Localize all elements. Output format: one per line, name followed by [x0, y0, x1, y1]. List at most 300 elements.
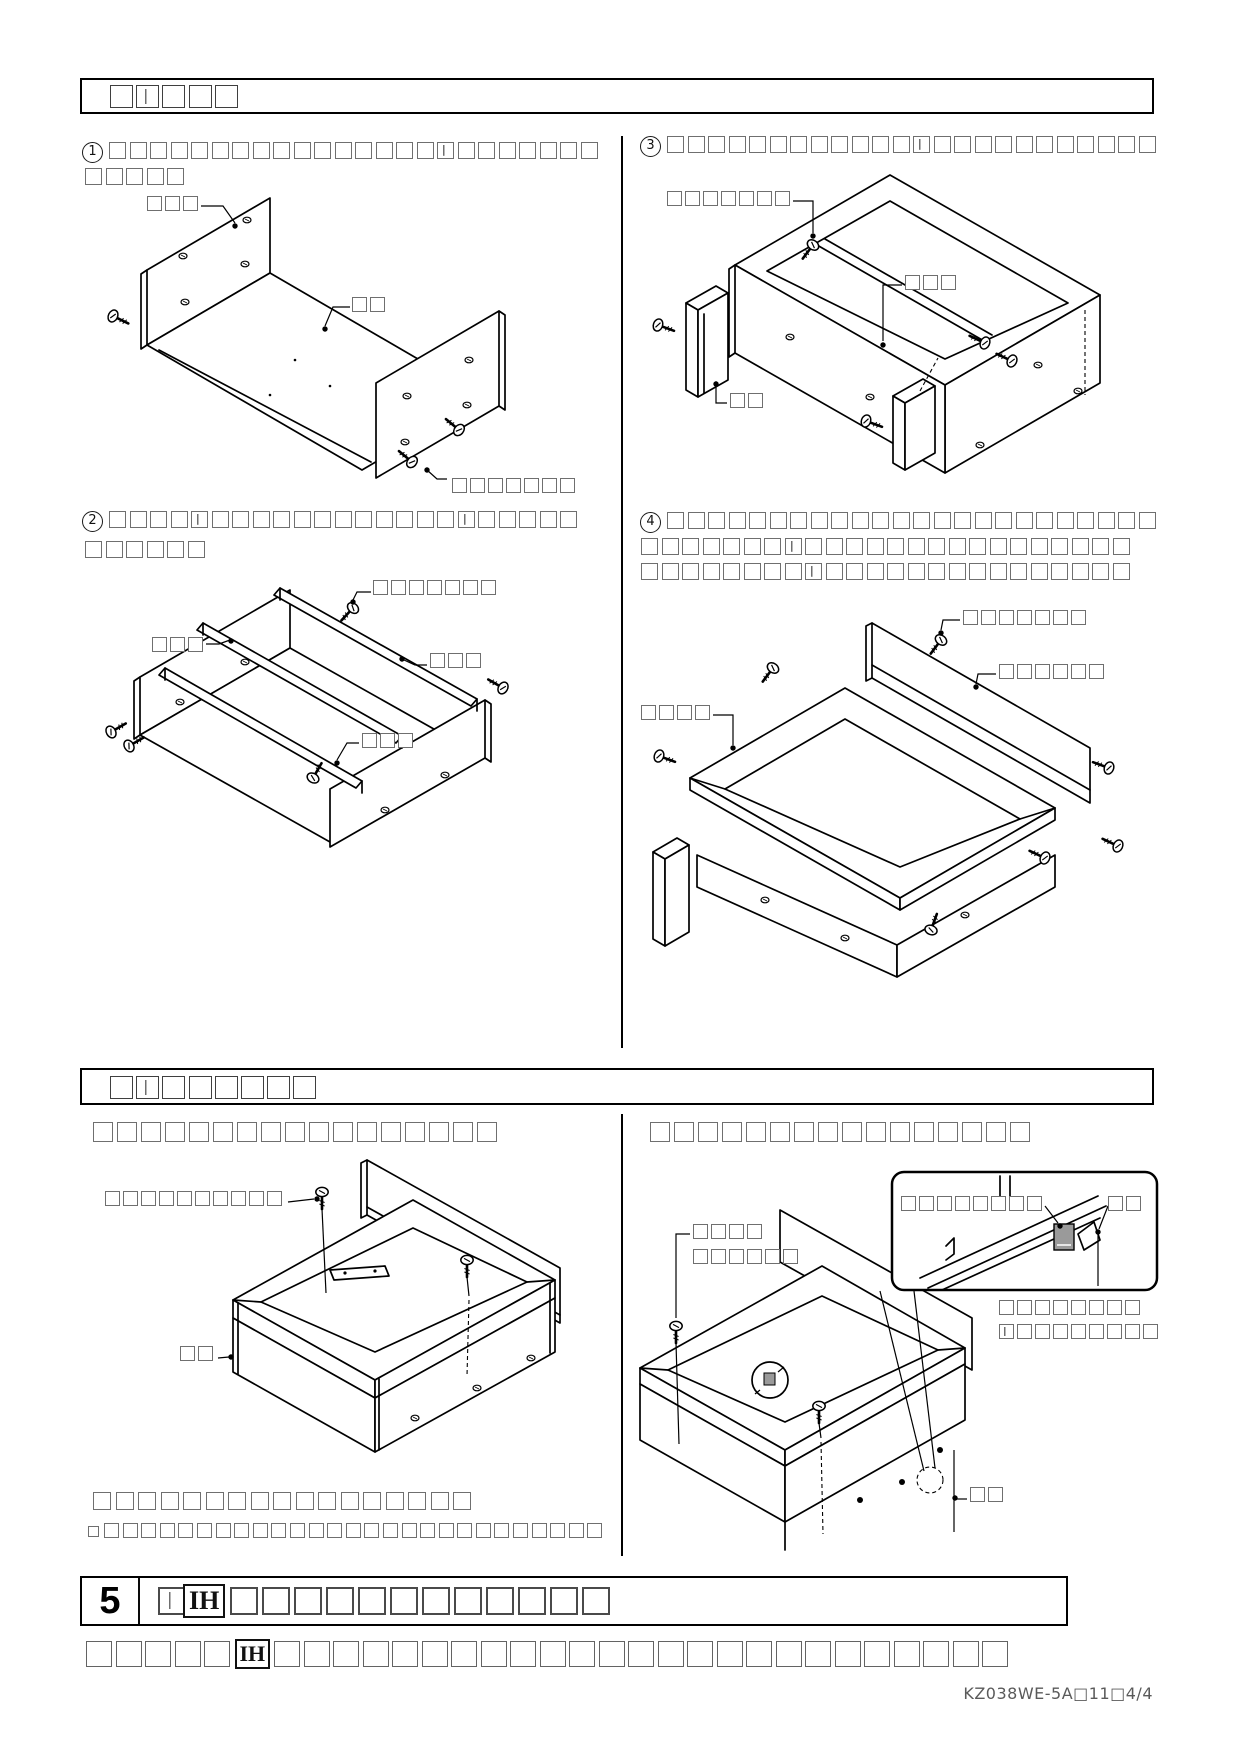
missing-glyph-box	[688, 136, 705, 153]
missing-glyph-box	[1118, 512, 1135, 529]
missing-glyph-box	[524, 478, 539, 493]
missing-glyph-box	[908, 563, 925, 580]
missing-glyph-box	[805, 538, 822, 555]
missing-glyph-box	[189, 1122, 209, 1142]
missing-glyph-box	[494, 1523, 509, 1538]
part-label	[905, 275, 959, 290]
missing-glyph-box	[693, 1249, 708, 1264]
column-divider-section1	[621, 136, 623, 1048]
missing-glyph-box	[215, 1076, 238, 1099]
missing-glyph-box	[831, 512, 848, 529]
missing-glyph-box	[711, 1224, 726, 1239]
missing-glyph-box	[391, 580, 406, 595]
missing-glyph-box	[253, 1523, 268, 1538]
missing-glyph-box	[123, 1523, 138, 1538]
missing-glyph-box	[775, 191, 790, 206]
inset-note-line1	[999, 1300, 1143, 1315]
missing-glyph-box	[1108, 1196, 1123, 1211]
missing-glyph-box	[145, 1641, 171, 1667]
missing-glyph-box	[1009, 1196, 1024, 1211]
missing-glyph-box	[363, 1492, 381, 1510]
missing-glyph-box	[126, 168, 143, 185]
missing-glyph-box	[954, 136, 971, 153]
missing-glyph-box	[872, 136, 889, 153]
missing-glyph-box	[355, 511, 372, 528]
missing-glyph-box	[499, 511, 516, 528]
missing-glyph-box	[717, 1641, 743, 1667]
missing-glyph-box	[427, 580, 442, 595]
missing-glyph-box	[846, 538, 863, 555]
missing-glyph-box	[1031, 563, 1048, 580]
missing-glyph-box	[1077, 136, 1094, 153]
missing-glyph-box	[757, 191, 772, 206]
section5-number: 5	[82, 1578, 140, 1624]
missing-glyph-box	[658, 1641, 684, 1667]
missing-glyph-box	[587, 1523, 602, 1538]
step1-line2	[85, 168, 188, 185]
missing-glyph-box	[988, 1487, 1003, 1502]
missing-glyph-box	[437, 511, 454, 528]
missing-glyph-box	[949, 538, 966, 555]
missing-glyph-box	[1071, 664, 1086, 679]
missing-glyph-box	[628, 1641, 654, 1667]
missing-glyph-box	[581, 142, 598, 159]
missing-glyph-box	[746, 1641, 772, 1667]
missing-glyph-box	[532, 1523, 547, 1538]
missing-glyph-box	[540, 142, 557, 159]
missing-glyph-box	[723, 538, 740, 555]
missing-glyph-box	[422, 1641, 448, 1667]
missing-glyph-box	[1072, 563, 1089, 580]
missing-glyph-box	[335, 142, 352, 159]
missing-glyph-box	[241, 1076, 264, 1099]
missing-glyph-box	[887, 563, 904, 580]
missing-glyph-box	[183, 196, 198, 211]
missing-glyph-box	[253, 511, 270, 528]
missing-glyph-box	[191, 511, 208, 528]
missing-glyph-box	[86, 1641, 112, 1667]
missing-glyph-box	[267, 1076, 290, 1099]
missing-glyph-box	[189, 85, 212, 108]
missing-glyph-box	[363, 1641, 389, 1667]
section2-title	[110, 1076, 320, 1099]
missing-glyph-box	[1071, 1300, 1086, 1315]
missing-glyph-box	[159, 1191, 174, 1206]
missing-glyph-box	[380, 733, 395, 748]
missing-glyph-box	[831, 136, 848, 153]
missing-glyph-box	[905, 275, 920, 290]
missing-glyph-box	[1143, 1324, 1158, 1339]
part-label	[452, 478, 578, 493]
missing-glyph-box	[662, 538, 679, 555]
missing-glyph-box	[161, 1492, 179, 1510]
missing-glyph-box	[723, 563, 740, 580]
missing-glyph-box	[430, 653, 445, 668]
missing-glyph-box	[454, 1587, 482, 1615]
missing-glyph-box	[1098, 512, 1115, 529]
missing-glyph-box	[212, 142, 229, 159]
missing-glyph-box	[314, 511, 331, 528]
missing-glyph-box	[309, 1122, 329, 1142]
section5-title	[158, 1587, 614, 1618]
missing-glyph-box	[811, 512, 828, 529]
missing-glyph-box	[162, 1076, 185, 1099]
missing-glyph-box	[1053, 1300, 1068, 1315]
section2-header-bar	[80, 1068, 1154, 1105]
missing-glyph-box	[540, 1641, 566, 1667]
column-divider-section2	[621, 1114, 623, 1556]
part-label	[970, 1487, 1006, 1502]
missing-glyph-box	[641, 538, 658, 555]
missing-glyph-box	[510, 1641, 536, 1667]
part-label	[693, 1224, 765, 1239]
missing-glyph-box	[195, 1191, 210, 1206]
missing-glyph-box	[396, 511, 413, 528]
missing-glyph-box	[158, 1587, 186, 1615]
missing-glyph-box	[790, 512, 807, 529]
missing-glyph-box	[296, 1492, 314, 1510]
missing-glyph-box	[130, 142, 147, 159]
missing-glyph-box	[765, 1249, 780, 1264]
missing-glyph-box	[104, 1523, 119, 1538]
missing-glyph-box	[842, 1122, 862, 1142]
missing-glyph-box	[703, 191, 718, 206]
missing-glyph-box	[1036, 512, 1053, 529]
missing-glyph-box	[729, 512, 746, 529]
missing-glyph-box	[1051, 538, 1068, 555]
part-label	[352, 297, 388, 312]
missing-glyph-box	[872, 512, 889, 529]
section2-right-caption	[650, 1122, 1034, 1142]
missing-glyph-box	[376, 511, 393, 528]
step2-number: 2	[82, 511, 103, 532]
missing-glyph-box	[852, 136, 869, 153]
missing-glyph-box	[486, 1587, 514, 1615]
missing-glyph-box	[805, 1641, 831, 1667]
missing-glyph-box	[453, 1492, 471, 1510]
missing-glyph-box	[513, 1523, 528, 1538]
missing-glyph-box	[232, 511, 249, 528]
missing-glyph-box	[466, 653, 481, 668]
missing-glyph-box	[402, 1523, 417, 1538]
missing-glyph-box	[335, 511, 352, 528]
part-label	[430, 653, 484, 668]
missing-glyph-box	[846, 563, 863, 580]
missing-glyph-box	[986, 1122, 1006, 1142]
missing-glyph-box	[271, 1523, 286, 1538]
part-label	[641, 705, 713, 720]
missing-glyph-box	[550, 1523, 565, 1538]
footer-note	[86, 1641, 1012, 1669]
missing-glyph-box	[138, 1492, 156, 1510]
missing-glyph-box	[234, 1523, 249, 1538]
missing-glyph-box	[790, 136, 807, 153]
missing-glyph-box	[314, 142, 331, 159]
missing-glyph-box	[409, 580, 424, 595]
missing-glyph-box	[955, 1196, 970, 1211]
step2-line1	[82, 511, 581, 532]
part-label	[667, 191, 793, 206]
missing-glyph-box	[1027, 1196, 1042, 1211]
missing-glyph-box	[165, 1122, 185, 1142]
missing-glyph-box	[110, 85, 133, 108]
missing-glyph-box	[990, 563, 1007, 580]
missing-glyph-box	[785, 563, 802, 580]
missing-glyph-box	[136, 1076, 159, 1099]
missing-glyph-box	[938, 1122, 958, 1142]
missing-glyph-box	[273, 142, 290, 159]
missing-glyph-box	[748, 393, 763, 408]
missing-glyph-box	[764, 538, 781, 555]
missing-glyph-box	[262, 1587, 290, 1615]
missing-glyph-box	[1053, 664, 1068, 679]
missing-glyph-box	[457, 1523, 472, 1538]
missing-glyph-box	[1017, 664, 1032, 679]
missing-glyph-box	[519, 511, 536, 528]
missing-glyph-box	[914, 1122, 934, 1142]
missing-glyph-box	[141, 1191, 156, 1206]
missing-glyph-box	[417, 142, 434, 159]
missing-glyph-box	[88, 1526, 99, 1537]
missing-glyph-box	[711, 1249, 726, 1264]
part-label	[147, 196, 201, 211]
missing-glyph-box	[422, 1587, 450, 1615]
missing-glyph-box	[212, 511, 229, 528]
missing-glyph-box	[110, 1076, 133, 1099]
ih-boxed-text: IH	[183, 1584, 225, 1618]
missing-glyph-box	[177, 1191, 192, 1206]
missing-glyph-box	[141, 1523, 156, 1538]
missing-glyph-box	[106, 168, 123, 185]
missing-glyph-box	[747, 1224, 762, 1239]
part-label	[730, 393, 766, 408]
missing-glyph-box	[999, 1300, 1014, 1315]
missing-glyph-box	[445, 580, 460, 595]
missing-glyph-box	[923, 1641, 949, 1667]
missing-glyph-box	[721, 191, 736, 206]
missing-glyph-box	[919, 1196, 934, 1211]
missing-glyph-box	[362, 733, 377, 748]
missing-glyph-box	[390, 1587, 418, 1615]
missing-glyph-box	[1035, 664, 1050, 679]
inset-rod-label	[1108, 1196, 1144, 1211]
missing-glyph-box	[1126, 1196, 1141, 1211]
missing-glyph-box	[995, 136, 1012, 153]
missing-glyph-box	[370, 297, 385, 312]
missing-glyph-box	[183, 1492, 201, 1510]
missing-glyph-box	[913, 512, 930, 529]
missing-glyph-box	[542, 478, 557, 493]
missing-glyph-box	[93, 1122, 113, 1142]
missing-glyph-box	[451, 1641, 477, 1667]
missing-glyph-box	[1016, 512, 1033, 529]
missing-glyph-box	[729, 1224, 744, 1239]
missing-glyph-box	[141, 1122, 161, 1142]
missing-glyph-box	[477, 1122, 497, 1142]
missing-glyph-box	[290, 1523, 305, 1538]
missing-glyph-box	[934, 512, 951, 529]
missing-glyph-box	[1017, 1324, 1032, 1339]
missing-glyph-box	[1098, 136, 1115, 153]
missing-glyph-box	[682, 538, 699, 555]
missing-glyph-box	[105, 1191, 120, 1206]
missing-glyph-box	[1035, 1300, 1050, 1315]
part-label	[180, 1346, 216, 1361]
missing-glyph-box	[1010, 1122, 1030, 1142]
missing-glyph-box	[1089, 1300, 1104, 1315]
missing-glyph-box	[1010, 538, 1027, 555]
inset-part-label	[901, 1196, 1045, 1211]
missing-glyph-box	[231, 1191, 246, 1206]
missing-glyph-box	[1071, 610, 1086, 625]
missing-glyph-box	[237, 1122, 257, 1142]
section5-bar	[80, 1576, 1068, 1626]
missing-glyph-box	[1017, 610, 1032, 625]
step1-line1	[82, 142, 601, 163]
section1-title	[110, 85, 241, 108]
missing-glyph-box	[730, 393, 745, 408]
missing-glyph-box	[641, 563, 658, 580]
missing-glyph-box	[506, 478, 521, 493]
missing-glyph-box	[198, 1346, 213, 1361]
missing-glyph-box	[826, 563, 843, 580]
step4-line1	[640, 512, 1159, 533]
missing-glyph-box	[749, 512, 766, 529]
missing-glyph-box	[1092, 538, 1109, 555]
missing-glyph-box	[703, 563, 720, 580]
part-label	[373, 580, 499, 595]
assembly-diagram-step4	[635, 600, 1160, 955]
missing-glyph-box	[341, 1492, 359, 1510]
missing-glyph-box	[1010, 563, 1027, 580]
missing-glyph-box	[867, 563, 884, 580]
missing-glyph-box	[599, 1641, 625, 1667]
missing-glyph-box	[197, 1523, 212, 1538]
missing-glyph-box	[913, 136, 930, 153]
part-label	[963, 610, 1089, 625]
missing-glyph-box	[1139, 512, 1156, 529]
step3-number: 3	[640, 136, 661, 157]
missing-glyph-box	[550, 1587, 578, 1615]
missing-glyph-box	[448, 653, 463, 668]
missing-glyph-box	[1053, 1324, 1068, 1339]
missing-glyph-box	[785, 538, 802, 555]
missing-glyph-box	[476, 1523, 491, 1538]
missing-glyph-box	[1057, 512, 1074, 529]
missing-glyph-box	[165, 196, 180, 211]
missing-glyph-box	[160, 1523, 175, 1538]
missing-glyph-box	[908, 538, 925, 555]
missing-glyph-box	[304, 1641, 330, 1667]
part-label	[693, 1249, 801, 1264]
missing-glyph-box	[674, 1122, 694, 1142]
missing-glyph-box	[273, 511, 290, 528]
missing-glyph-box	[206, 1492, 224, 1510]
missing-glyph-box	[230, 1587, 258, 1615]
missing-glyph-box	[431, 1492, 449, 1510]
missing-glyph-box	[376, 142, 393, 159]
section2-left-note1	[93, 1492, 476, 1510]
missing-glyph-box	[708, 136, 725, 153]
missing-glyph-box	[499, 142, 516, 159]
missing-glyph-box	[770, 1122, 790, 1142]
missing-glyph-box	[1139, 136, 1156, 153]
missing-glyph-box	[333, 1641, 359, 1667]
missing-glyph-box	[1053, 610, 1068, 625]
missing-glyph-box	[999, 1324, 1014, 1339]
missing-glyph-box	[776, 1641, 802, 1667]
missing-glyph-box	[560, 511, 577, 528]
missing-glyph-box	[405, 1122, 425, 1142]
missing-glyph-box	[693, 1224, 708, 1239]
missing-glyph-box	[682, 563, 699, 580]
missing-glyph-box	[136, 85, 159, 108]
missing-glyph-box	[744, 538, 761, 555]
missing-glyph-box	[327, 1523, 342, 1538]
missing-glyph-box	[117, 1122, 137, 1142]
part-label	[105, 1191, 285, 1206]
step1-number: 1	[82, 142, 103, 163]
missing-glyph-box	[109, 511, 126, 528]
missing-glyph-box	[357, 1122, 377, 1142]
missing-glyph-box	[408, 1492, 426, 1510]
missing-glyph-box	[975, 136, 992, 153]
missing-glyph-box	[970, 1487, 985, 1502]
missing-glyph-box	[518, 1587, 546, 1615]
missing-glyph-box	[722, 1122, 742, 1142]
missing-glyph-box	[150, 511, 167, 528]
missing-glyph-box	[962, 1122, 982, 1142]
missing-glyph-box	[811, 136, 828, 153]
missing-glyph-box	[867, 538, 884, 555]
missing-glyph-box	[1036, 136, 1053, 153]
missing-glyph-box	[729, 136, 746, 153]
missing-glyph-box	[1071, 1324, 1086, 1339]
missing-glyph-box	[540, 511, 557, 528]
missing-glyph-box	[667, 191, 682, 206]
missing-glyph-box	[746, 1122, 766, 1142]
missing-glyph-box	[641, 705, 656, 720]
missing-glyph-box	[688, 512, 705, 529]
missing-glyph-box	[189, 1076, 212, 1099]
missing-glyph-box	[963, 610, 978, 625]
missing-glyph-box	[355, 142, 372, 159]
missing-glyph-box	[171, 142, 188, 159]
missing-glyph-box	[478, 142, 495, 159]
missing-glyph-box	[215, 85, 238, 108]
missing-glyph-box	[93, 1492, 111, 1510]
missing-glyph-box	[999, 610, 1014, 625]
section2-left-note2	[88, 1523, 606, 1538]
missing-glyph-box	[818, 1122, 838, 1142]
missing-glyph-box	[249, 1191, 264, 1206]
missing-glyph-box	[973, 1196, 988, 1211]
missing-glyph-box	[109, 142, 126, 159]
missing-glyph-box	[213, 1191, 228, 1206]
missing-glyph-box	[294, 142, 311, 159]
missing-glyph-box	[458, 142, 475, 159]
missing-glyph-box	[659, 705, 674, 720]
missing-glyph-box	[216, 1523, 231, 1538]
missing-glyph-box	[232, 142, 249, 159]
missing-glyph-box	[805, 563, 822, 580]
missing-glyph-box	[703, 538, 720, 555]
assembly-diagram-step1	[85, 190, 555, 500]
missing-glyph-box	[835, 1641, 861, 1667]
assembly-diagram-step2	[85, 540, 575, 870]
missing-glyph-box	[294, 511, 311, 528]
missing-glyph-box	[364, 1523, 379, 1538]
